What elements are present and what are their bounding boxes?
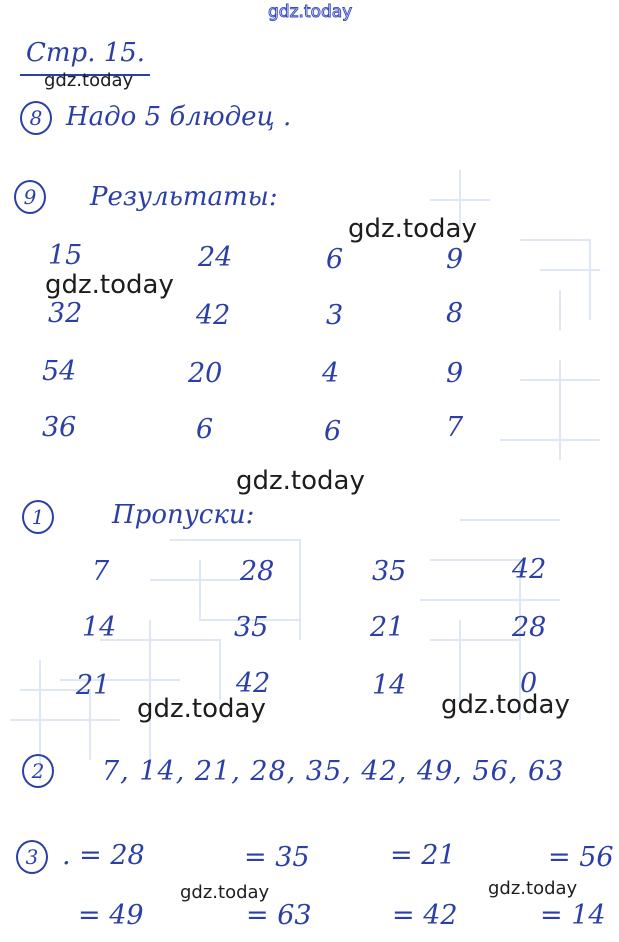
task1-cell: 21 — [76, 670, 111, 701]
task8-text: Надо 5 блюдец . — [66, 102, 292, 132]
task1-cell: 21 — [370, 612, 405, 643]
task9-title: Результаты: — [90, 182, 278, 212]
task9-cell: 32 — [48, 298, 83, 329]
task3-cell: = 56 — [548, 842, 614, 873]
task9-cell: 54 — [42, 356, 77, 387]
watermark: gdz.today — [180, 882, 270, 903]
watermark-top: gdz.today — [268, 2, 353, 22]
page-heading: Стр. 15. — [26, 38, 146, 68]
task9-cell: 6 — [196, 414, 214, 445]
task9-cell: 36 — [42, 412, 77, 443]
task1-cell: 0 — [520, 668, 538, 699]
task9-cell: 15 — [48, 240, 83, 271]
task3-cell: = 35 — [244, 842, 310, 873]
task1-cell: 28 — [512, 612, 547, 643]
watermark: gdz.today — [137, 694, 266, 724]
watermark: gdz.today — [236, 466, 365, 496]
task1-cell: 35 — [372, 556, 407, 587]
watermark: gdz.today — [488, 878, 578, 899]
task9-cell: 3 — [326, 300, 344, 331]
task9-cell: 20 — [188, 358, 223, 389]
task3-number: 3 — [16, 840, 48, 874]
task1-cell: 7 — [92, 556, 110, 587]
task9-number: 9 — [14, 180, 46, 214]
task9-cell: 9 — [446, 244, 464, 275]
task8-number: 8 — [20, 101, 52, 135]
watermark-header: gdz.today — [44, 70, 134, 91]
task1-cell: 42 — [236, 668, 271, 699]
watermark: gdz.today — [45, 270, 174, 300]
task1-cell: 14 — [372, 670, 407, 701]
task1-title: Пропуски: — [112, 500, 255, 530]
task3-cell: = 21 — [390, 840, 456, 871]
task2-number: 2 — [22, 754, 54, 788]
task9-cell: 24 — [198, 242, 233, 273]
task9-cell: 6 — [326, 244, 344, 275]
task1-cell: 28 — [240, 556, 275, 587]
task3-cell: = 63 — [246, 900, 312, 931]
task3-cell: = 14 — [540, 900, 606, 931]
task3-cell: . = 28 — [62, 840, 145, 871]
task9-cell: 4 — [322, 358, 340, 389]
task9-cell: 6 — [324, 416, 342, 447]
watermark: gdz.today — [348, 214, 477, 244]
task1-cell: 42 — [512, 554, 547, 585]
task2-sequence: 7, 14, 21, 28, 35, 42, 49, 56, 63 — [102, 756, 565, 787]
task1-cell: 35 — [234, 612, 269, 643]
task1-number: 1 — [22, 500, 54, 534]
watermark: gdz.today — [441, 690, 570, 720]
task9-cell: 42 — [196, 300, 231, 331]
task9-cell: 9 — [446, 358, 464, 389]
task1-cell: 14 — [82, 612, 117, 643]
task9-cell: 8 — [446, 298, 464, 329]
task3-cell: = 42 — [392, 900, 458, 931]
task3-cell: = 49 — [78, 900, 144, 931]
task9-cell: 7 — [446, 412, 464, 443]
